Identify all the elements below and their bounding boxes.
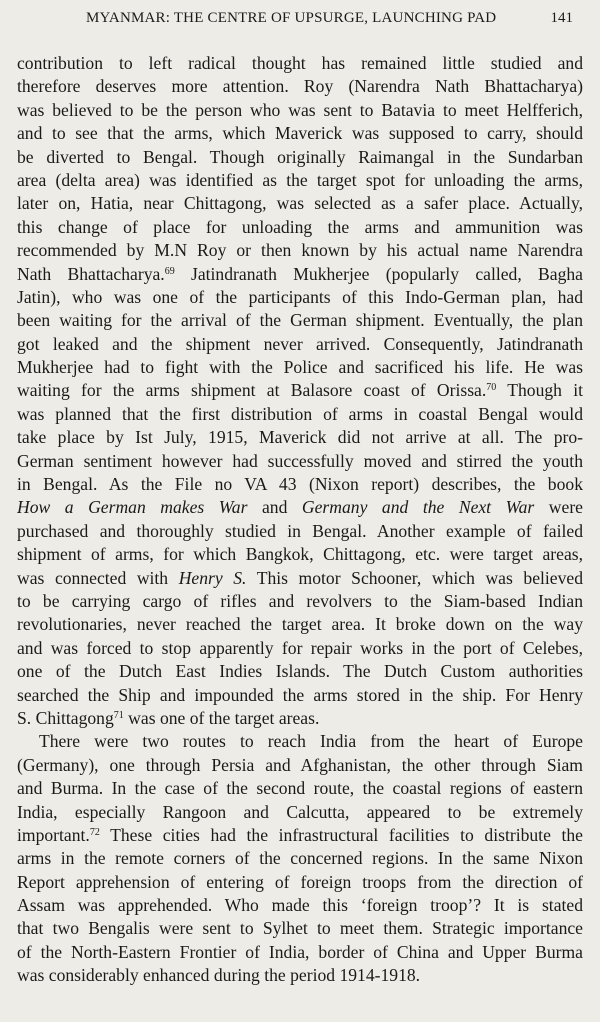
text-line xyxy=(17,496,583,519)
text-span: waiting for the arms shipment at Balasore coast of Orissa. xyxy=(17,380,487,401)
text-line: Mukherjee had to fight with the Police and sacrificed his life. He was xyxy=(17,357,583,378)
text-line: Jatin), who was one of the participants of this Indo-German plan, had xyxy=(17,286,583,307)
text-line: area (delta area) was identified as the target spot for unloading the arms, xyxy=(17,169,583,190)
body-text xyxy=(17,52,583,988)
text-line: searched the Ship and impounded the arms stored in the ship. For Henry xyxy=(17,684,583,705)
text-line: in Bengal. As the File no VA 43 (Nixon report) describes, the book xyxy=(17,474,583,495)
text-line xyxy=(17,824,583,847)
text-line: later on, Hatia, near Chittagong, was selected as a safer place. Actually, xyxy=(17,193,583,214)
text-line: was considerably enhanced during the period 1914-1918. xyxy=(17,965,421,986)
text-line: be diverted to Bengal. Though originally Raimangal in the Sundarban xyxy=(17,146,583,167)
text-line: this change of place for unloading the arms and ammunition was xyxy=(17,216,583,237)
text-line: revolutionaries, never reached the target area. It broke down on the way xyxy=(17,614,583,635)
text-line: (Germany), one through Persia and Afghanistan, the other through Siam xyxy=(17,754,583,775)
footnote-ref-72: 72 xyxy=(89,826,100,838)
text-line: Report apprehension of entering of foreign troops from the direction of xyxy=(17,871,583,892)
text-span: important. xyxy=(17,824,90,845)
text-span: and xyxy=(247,497,302,518)
text-line: got leaked and the shipment never arrived. Consequently, Jatindranath xyxy=(17,333,583,354)
text-line xyxy=(17,567,583,590)
text-line: arms in the remote corners of the concerned regions. In the same Nixon xyxy=(17,848,583,869)
text-line: one of the Dutch East Indies Islands. The Dutch Custom authorities xyxy=(17,661,583,682)
text-line: German sentiment however had successfully moved and stirred the youth xyxy=(17,450,583,471)
page-number: 141 xyxy=(550,10,573,26)
text-line: that two Bengalis were sent to Sylhet to meet them. Strategic importance xyxy=(17,918,583,939)
footnote-ref-71: 71 xyxy=(113,709,124,721)
book-title: How a German makes War xyxy=(17,497,248,518)
text-span: was one of the target areas. xyxy=(123,707,320,728)
text-line: was believed to be the person who was sent to Batavia to meet Helfferich, xyxy=(17,99,583,120)
text-line: to be carrying cargo of rifles and revolvers to the Siam-based Indian xyxy=(17,590,583,611)
text-span: were xyxy=(534,497,583,518)
text-span: This motor Schooner, which was believed xyxy=(246,567,583,588)
text-line: contribution to left radical thought has remained little studied and xyxy=(17,53,583,73)
text-line: of the North-Eastern Frontier of India, border of China and Upper Burma xyxy=(17,941,583,962)
text-span: Jatindranath Mukherjee (popularly called, Bagha xyxy=(174,263,583,284)
text-line: There were two routes to reach India from the heart of Europe xyxy=(39,731,583,752)
text-span: S. Chittagong xyxy=(17,707,114,728)
text-span: was connected with xyxy=(17,567,179,588)
running-head: MYANMAR: THE CENTRE OF UPSURGE, LAUNCHING PAD xyxy=(86,10,497,26)
text-span: Though it xyxy=(496,380,583,401)
footnote-ref-69: 69 xyxy=(164,265,175,277)
text-line: therefore deserves more attention. Roy (Narendra Nath Bhattacharya) xyxy=(17,76,583,97)
text-line xyxy=(17,263,583,286)
text-line: and Burma. In the case of the second route, the coastal regions of eastern xyxy=(17,778,583,799)
text-line: and was forced to stop apparently for repair works in the port of Celebes, xyxy=(17,637,583,658)
footnote-ref-70: 70 xyxy=(486,382,497,394)
text-span: Nath Bhattacharya. xyxy=(17,263,165,284)
book-title: Germany and the Next War xyxy=(301,497,535,518)
text-line xyxy=(17,707,583,730)
text-line: purchased and thoroughly studied in Bengal. Another example of failed xyxy=(17,520,583,541)
text-line: Assam was apprehended. Who made this ‘foreign troop’? It is stated xyxy=(17,895,583,916)
text-line xyxy=(17,379,583,402)
text-line: been waiting for the arrival of the German shipment. Eventually, the plan xyxy=(17,310,583,331)
text-line: India, especially Rangoon and Calcutta, appeared to be extremely xyxy=(17,801,583,822)
text-line: and to see that the arms, which Maverick was supposed to carry, should xyxy=(17,123,583,144)
text-line: was planned that the first distribution of arms in coastal Bengal would xyxy=(17,403,583,424)
text-line: shipment of arms, for which Bangkok, Chittagong, etc. were target areas, xyxy=(17,544,583,565)
ship-name: Henry S. xyxy=(178,567,247,588)
text-span: These cities had the infrastructural facilities to distribute the xyxy=(99,824,583,845)
text-line: recommended by M.N Roy or then known by his actual name Narendra xyxy=(17,240,583,261)
text-line: take place by Ist July, 1915, Maverick did not arrive at all. The pro- xyxy=(17,427,583,448)
